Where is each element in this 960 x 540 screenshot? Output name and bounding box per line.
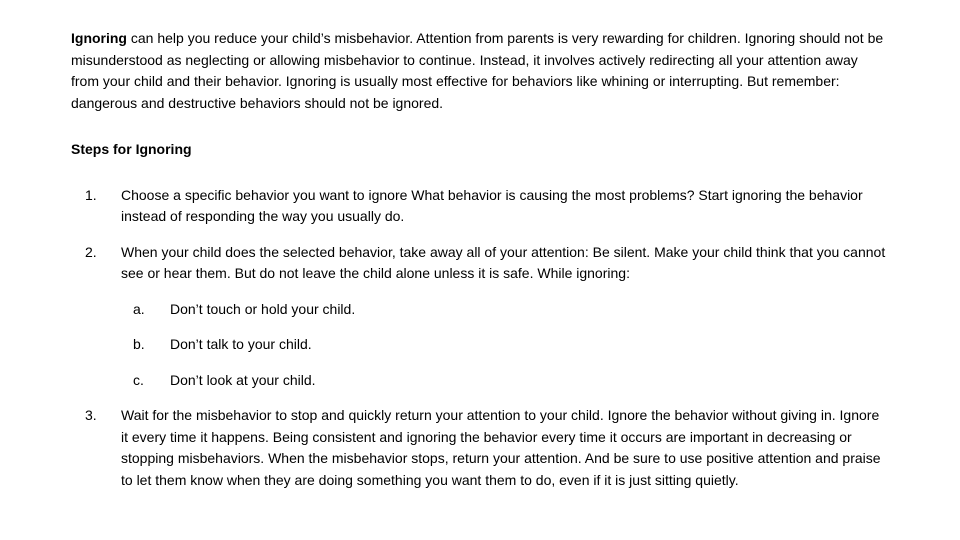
sub-item-b-text: Don’t talk to your child. [170,336,312,352]
list-item-1 [71,185,889,228]
list-item-2 [71,242,889,285]
intro-paragraph [71,28,889,114]
intro-bold-term: Ignoring [71,30,127,46]
sub-item-c-marker: c. [133,371,144,388]
list-item-2-marker: 2. [85,243,97,260]
list-item-3-marker: 3. [85,407,97,423]
list-item-1-text: Choose a specific behavior you want to ignore What behavior is causing the most problems? Start ignoring the behavior instead of responding the way you usually do. [121,186,863,224]
sub-item-c [71,370,889,392]
sub-item-b [71,334,889,356]
list-item-3-text: Wait for the misbehavior to stop and quickly return your attention to your child. Ignore the behavior without giving in. Ignore it every time it happens. Being consistent and ignoring the behavior every time it occurs are important in decreasing or stopping misbehaviors. When the misbehavior stops, return your attention. And be sure to use positive attention and praise to let them know when they are doing something you want them to do, even if it is just sitting quietly. [121,407,881,488]
sub-item-a [71,299,889,321]
list-item-3 [71,405,889,491]
section-heading: Steps for Ignoring [71,141,192,157]
sub-item-c-text: Don’t look at your child. [170,371,316,388]
list-item-2-text: When your child does the selected behavior, take away all of your attention: Be silent. Make your child think that you cannot see or hear them. But do not leave the child alone unless it is safe. While ignoring: [121,243,886,281]
intro-body-text: can help you reduce your child’s misbehavior. Attention from parents is very rewarding for children. Ignoring should not be misunderstood as neglecting or allowing misbehavior to continue. Instead, it involves actively redirecting all your attention away from your child and their behavior. Ignoring is usually most effective for behaviors like whining or interrupting. But remember: dangerous and destructive behaviors should not be ignored. [71,30,884,111]
sub-item-a-text: Don’t touch or hold your child. [170,300,356,317]
sub-item-b-marker: b. [133,336,145,352]
list-item-1-marker: 1. [85,186,97,203]
sub-item-a-marker: a. [133,300,145,317]
